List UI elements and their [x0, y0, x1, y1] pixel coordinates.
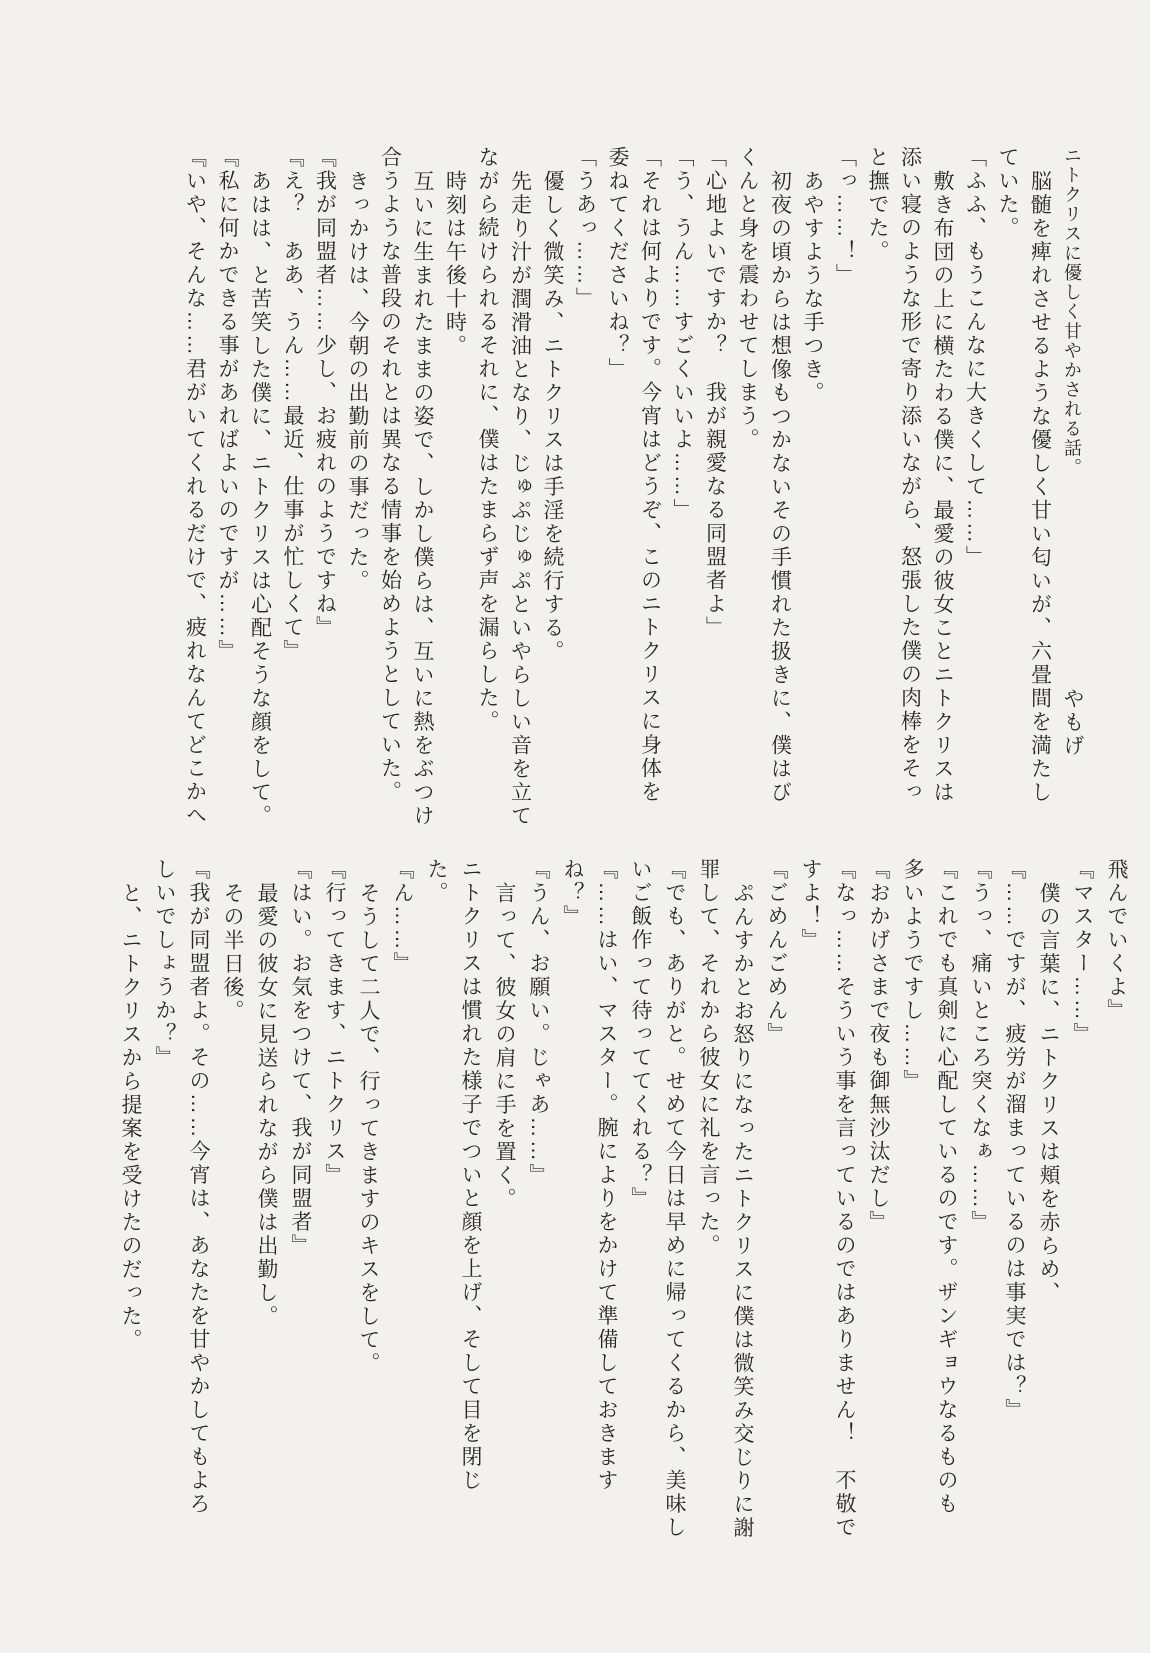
- text-line: 『うっ、痛いところ突くなぁ……』: [969, 858, 992, 1234]
- text-line: その半日後。: [221, 882, 244, 1023]
- text-line: 「それは何よりです。今宵はどうぞ、このニトクリスに身体を: [638, 146, 662, 804]
- text-line: 『なっ……そういう事を言っているのではありません！ 不敬で: [833, 858, 856, 1540]
- text-line: ニトクリスは慣れた様子でついと顔を上げ、そして目を閉じ: [459, 858, 482, 1493]
- title-author-spacer: [1072, 478, 1073, 688]
- text-line: 『……はい、マスター。腕によりをかけて準備しておきます: [595, 858, 618, 1493]
- text-line: 『我が同盟者よ。その……今宵は、あなたを甘やかしてもよろ: [187, 858, 210, 1516]
- text-line: 最愛の彼女に見送られながら僕は出勤し。: [255, 882, 278, 1329]
- text-line: 『おかげさまで夜も御無沙汰だし』: [867, 858, 890, 1234]
- text-line: 多いようですし……』: [901, 858, 924, 1093]
- text-line: 言って、彼女の肩に手を置く。: [493, 882, 516, 1211]
- text-line: 脳髄を痺れさせるような優しく甘い匂いが、六畳間を満たし: [1028, 170, 1052, 805]
- text-line: 僕の言葉に、ニトクリスは頬を赤らめ、: [1037, 882, 1060, 1305]
- text-line: 優しく微笑み、ニトクリスは手淫を続行する。: [541, 170, 564, 664]
- text-line: 『うん、お願い。じゃあ……』: [527, 858, 550, 1187]
- text-line: 飛んでいくよ』: [1105, 858, 1128, 1023]
- text-line: 罪して、それから彼女に礼を言った。: [697, 858, 720, 1258]
- text-line: 「う、うん……すごくいいよ……」: [671, 146, 694, 522]
- story-bottom-block: [113, 858, 1133, 1558]
- title-column: [1056, 146, 1089, 846]
- text-line: 『行ってきます、ニトクリス』: [323, 858, 346, 1187]
- text-line: しいでしょうか？』: [153, 858, 176, 1070]
- author-name: やもげ: [1061, 687, 1084, 758]
- text-line: と撫でた。: [866, 146, 889, 264]
- text-line: ぷんすかとお怒りになったニトクリスに僕は微笑み交じりに謝: [731, 882, 754, 1540]
- text-line: 時刻は午後十時。: [443, 170, 467, 358]
- text-line: た。: [425, 858, 448, 905]
- text-line: 委ねてくださいね？」: [606, 146, 629, 381]
- text-line: と、ニトクリスから提案を受けたのだった。: [119, 882, 142, 1352]
- text-line: 『え？ ああ、うん……最近、仕事が忙しくて』: [281, 146, 304, 663]
- text-line: 『でも、ありがと。せめて今日は早めに帰ってくるから、美味し: [663, 858, 686, 1540]
- text-line: 『……ですが、疲労が溜まっているのは事実では？』: [1003, 858, 1026, 1422]
- text-line: ね？』: [561, 858, 584, 929]
- text-line: 『これでも真剣に心配しているのです。ザンギョウなるものも: [935, 858, 958, 1516]
- text-line: 先走り汁が潤滑油となり、じゅぷじゅぷといやらしい音を立て: [508, 170, 532, 828]
- text-line: あはは、と苦笑した僕に、ニトクリスは心配そうな顔をして。: [248, 170, 272, 828]
- text-line: 互いに生まれたままの姿で、しかし僕らは、互いに熱をぶつけ: [411, 170, 434, 828]
- text-line: 『はい。お気をつけて、我が同盟者』: [289, 858, 312, 1258]
- text-line: 敷き布団の上に横たわる僕に、最愛の彼女ことニトクリスは: [931, 170, 954, 805]
- text-line: 「っ……！」: [833, 146, 857, 287]
- text-line: 『私に何かできる事があればよいのですが……』: [216, 146, 239, 663]
- text-line: 『ごめんごめん』: [765, 858, 788, 1046]
- text-line: いご飯作って待っててくれる？』: [629, 858, 652, 1211]
- text-line: 「ふふ、もうこんなに大きくして……」: [963, 146, 987, 569]
- story-top-block: [178, 146, 1088, 846]
- text-line: きっかけは、今朝の出勤前の事だった。: [346, 170, 369, 593]
- text-line: あやすような手つき。: [801, 170, 824, 405]
- text-line: ていた。: [996, 146, 1019, 240]
- page-title: ニトクリスに優しく甘やかされる話。: [1062, 146, 1082, 478]
- text-line: 「心地よいですか？ 我が親愛なる同盟者よ」: [703, 146, 727, 640]
- text-line: すよ！』: [799, 858, 822, 952]
- text-line: そうして二人で、行ってきますのキスをして。: [357, 882, 380, 1376]
- text-line: くんと身を震わせてしまう。: [736, 146, 759, 452]
- text-line: 『ん……』: [391, 858, 414, 976]
- text-line: 『我が同盟者……少し、お疲れのようですね』: [313, 146, 337, 640]
- text-line: 添い寝のような形で寄り添いながら、怒張した僕の肉棒をそっ: [898, 146, 922, 804]
- text-line: 「うあっ……」: [573, 146, 597, 311]
- text-line: 『いや、そんな……君がいてくれるだけで、疲れなんてどこかへ: [183, 146, 207, 828]
- text-line: 『マスター……』: [1071, 858, 1094, 1046]
- text-line: ながら続けられるそれに、僕はたまらず声を漏らした。: [476, 146, 499, 734]
- text-line: 初夜の頃からは想像もつかないその手慣れた扱きに、僕はび: [768, 170, 792, 805]
- text-line: 合うような普段のそれとは異なる情事を始めようとしていた。: [378, 146, 402, 804]
